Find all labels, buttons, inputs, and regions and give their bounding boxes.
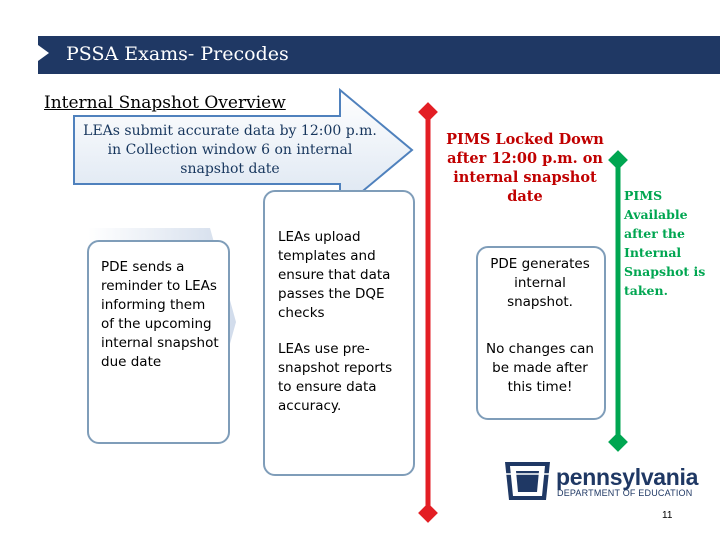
upload-text: LEAs upload templates and ensure that data passes the DQE checks (278, 229, 391, 321)
available-line-bottom-diamond (608, 432, 628, 452)
pre-snapshot-text: LEAs use pre-snapshot reports to ensure data accuracy. (278, 341, 393, 414)
reminder-text: PDE sends a reminder to LEAs informing them of the upcoming internal snapshot due date (101, 259, 219, 370)
available-label: PIMS Available after the Internal Snapshot is taken. (624, 188, 706, 298)
keystone-logo-icon (505, 462, 550, 500)
submit-data-text: LEAs submit accurate data by 12:00 p.m. in Collection window 6 on internal snapshot date (83, 123, 377, 177)
slide-title: PSSA Exams- Precodes (66, 43, 289, 65)
generates-text: PDE generates internal snapshot. (490, 256, 590, 310)
logo-wordmark: pennsylvania (556, 464, 699, 490)
available-line-top-diamond (608, 150, 628, 170)
locked-line-bottom-diamond (418, 503, 438, 523)
locked-line-top-diamond (418, 102, 438, 122)
locked-label: PIMS Locked Down after 12:00 p.m. on internal snapshot date (446, 131, 604, 205)
logo-department: DEPARTMENT OF EDUCATION (557, 488, 693, 498)
section-subtitle: Internal Snapshot Overview (44, 93, 286, 113)
page-number: 11 (662, 510, 673, 521)
no-changes-text: No changes can be made after this time! (486, 341, 594, 395)
